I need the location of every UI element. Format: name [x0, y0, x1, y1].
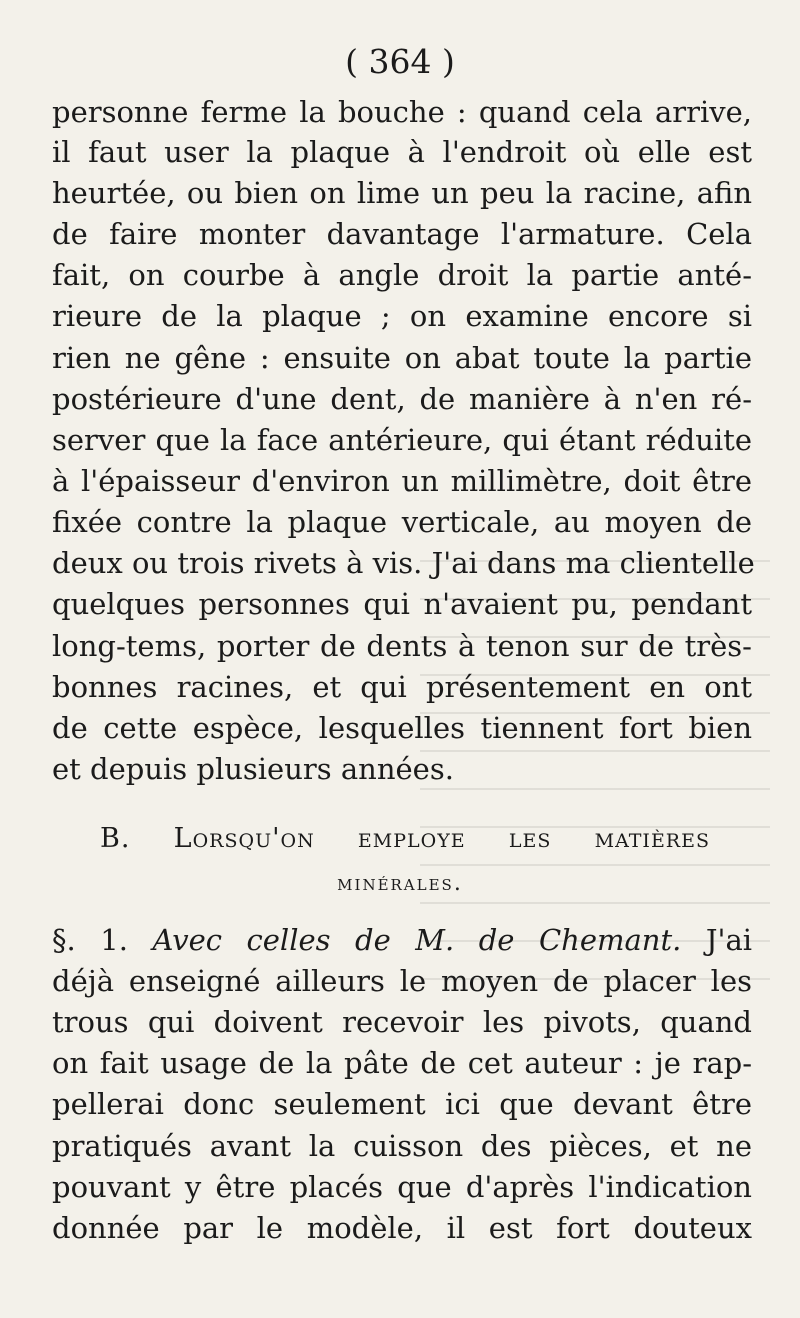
text-line: deux ou trois rivets à vis. J'ai dans ma clientelle — [52, 546, 755, 580]
text-line: pratiqués avant la cuisson des pièces, et ne — [52, 1129, 752, 1163]
text-line: personne ferme la bouche : quand cela arrive, — [52, 95, 752, 129]
text-line: fait, on courbe à angle droit la partie anté- — [52, 258, 752, 292]
page-number: ( 364 ) — [345, 42, 455, 81]
text-line: de cette espèce, lesquelles tiennent fort bien — [52, 711, 752, 745]
text-line: heurtée, ou bien on lime un peu la racine, afin — [52, 176, 752, 210]
text-line: rieure de la plaque ; on examine encore si — [52, 299, 752, 333]
text-line: à l'épaisseur d'environ un millimètre, doit être — [52, 464, 752, 498]
section-marker: §. 1. — [52, 923, 128, 957]
subsection-title-line — [52, 920, 752, 960]
section-heading: B. Lorsqu'on employe les matières — [100, 823, 710, 854]
subsection-title-rest: J'ai — [705, 923, 753, 957]
text-line: trous qui doivent recevoir les pivots, quand — [52, 1005, 752, 1039]
text-line: long-tems, porter de dents à tenon sur de très- — [52, 629, 752, 663]
text-line: on fait usage de la pâte de cet auteur : je rap- — [52, 1046, 752, 1080]
text-line: déjà enseigné ailleurs le moyen de placer les — [52, 964, 752, 998]
text-line: de faire monter davantage l'armature. Cela — [52, 217, 752, 251]
text-line: donnée par le modèle, il est fort douteux — [52, 1211, 752, 1245]
text-line: pouvant y être placés que d'après l'indication — [52, 1170, 752, 1204]
text-line: et depuis plusieurs années. — [52, 752, 454, 786]
text-line: fixée contre la plaque verticale, au moyen de — [52, 505, 752, 539]
text-line: postérieure d'une dent, de manière à n'en ré- — [52, 382, 752, 416]
text-line: rien ne gêne : ensuite on abat toute la partie — [52, 341, 752, 375]
text-line: pellerai donc seulement ici que devant être — [52, 1087, 752, 1121]
text-line: bonnes racines, et qui présentement en ont — [52, 670, 752, 704]
section-heading-continued: minérales. — [337, 871, 463, 896]
text-line: server que la face antérieure, qui étant réduite — [52, 423, 752, 457]
text-line: quelques personnes qui n'avaient pu, pendant — [52, 587, 752, 621]
text-line: il faut user la plaque à l'endroit où elle est — [52, 135, 752, 169]
subsection-title: Avec celles de M. de Chemant. — [152, 923, 682, 957]
